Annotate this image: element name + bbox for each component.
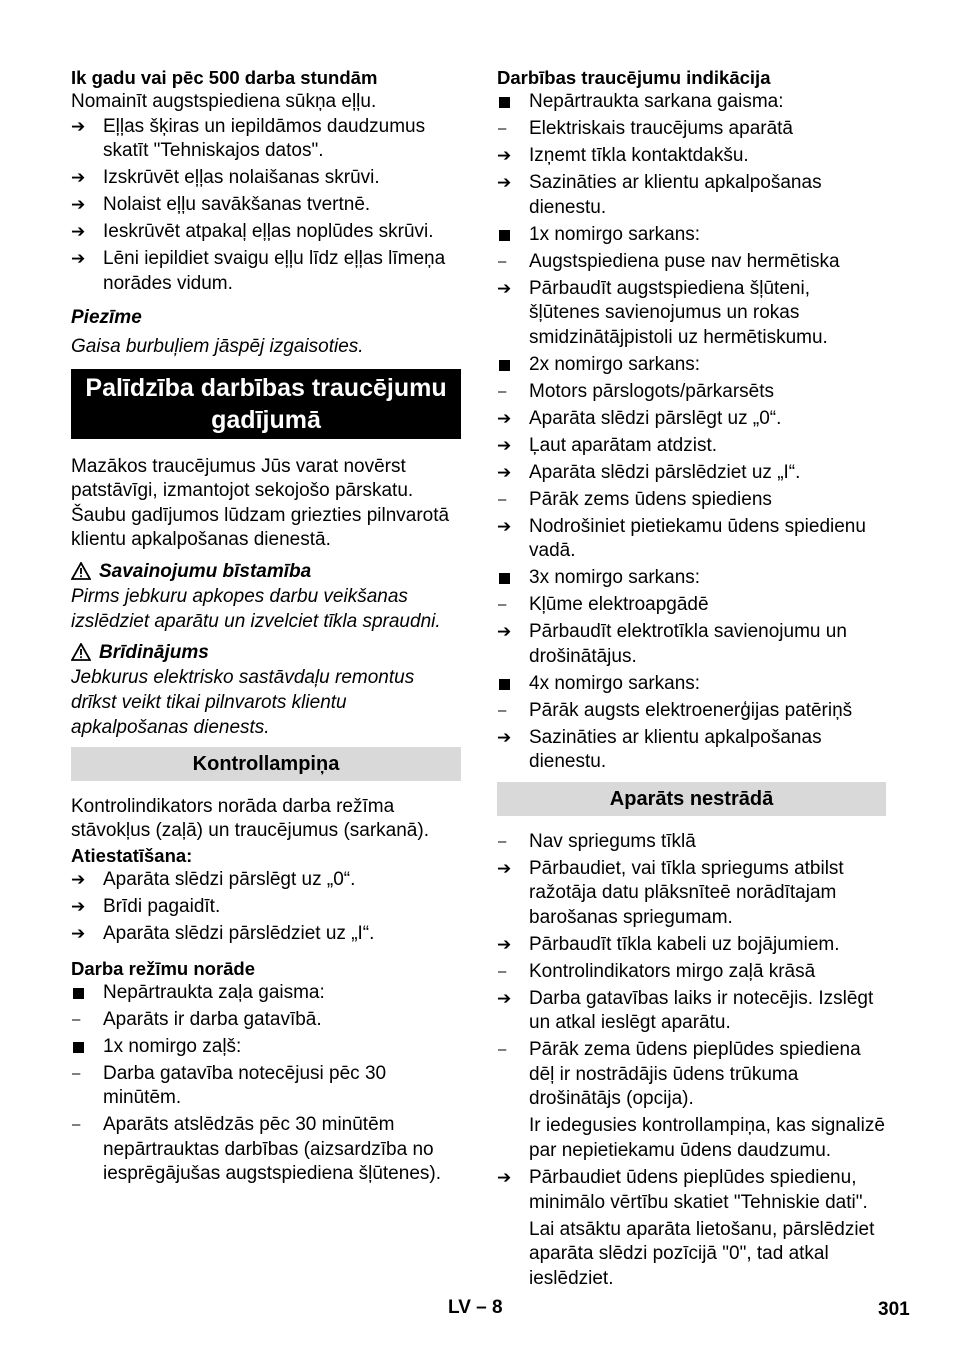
list-item: – Elektriskais traucējums aparātā (497, 117, 886, 142)
arrow-icon (497, 171, 529, 220)
dash-bullet-icon (497, 593, 529, 618)
list-item: ➔ Aparāta slēdzi pārslēgt uz „0“. (71, 868, 461, 893)
list-item: ➔ Darba gatavības laiks ir notecējis. Izslēgt un atkal ieslēgt aparātu. (497, 987, 886, 1036)
danger-text: Pirms jebkuru apkopes darbu veikšanas izslēdziet aparātu un izvelciet tīkla spraudni. (71, 585, 441, 632)
list-item: ➔ Izskrūvēt eļļas nolaišanas skrūvi. (71, 166, 461, 191)
oil-change-text: Nomainīt augstspiediena sūkņa eļļu. (71, 91, 377, 112)
list-item: 1x nomirgo zaļš: (71, 1035, 461, 1060)
list-item: – Kontrolindikators mirgo zaļā krāsā (497, 960, 886, 985)
list-item: ➔ Izņemt tīkla kontaktdakšu. (497, 144, 886, 169)
list-item: ➔ Pārbaudīt augstspiediena šļūteni, šļūtenes savienojumus un rokas smidzinātājpistoli uz hermētiskumu. (497, 277, 886, 351)
section-title: Palīdzība darbības traucējumu gadījumā (71, 369, 461, 439)
not-working-heading: Aparāts nestrādā (497, 782, 886, 816)
list-item: ➔ Eļļas šķiras un iepildāmos daudzumus skatīt "Tehniskajos datos". (71, 115, 461, 164)
arrow-icon (497, 277, 529, 351)
square-bullet-icon (497, 90, 529, 115)
reset-heading: Atiestatīšana: (71, 844, 193, 866)
square-bullet-icon (497, 353, 529, 378)
list-item: ➔ Brīdi pagaidīt. (71, 895, 461, 920)
arrow-icon (71, 895, 103, 920)
dash-bullet-icon (497, 960, 529, 985)
arrow-icon (497, 434, 529, 459)
arrow-icon (497, 1166, 529, 1215)
arrow-icon (497, 407, 529, 432)
fault-list (497, 90, 886, 775)
list-item: 3x nomirgo sarkans: (497, 566, 886, 591)
intro-text: Mazākos traucējumus Jūs varat novērst patstāvīgi, izmantojot sekojošo pārskatu. Šaubu gadījumos lūdzam griezties pilnvarotā klientu apkalpošanas dienestā. (71, 455, 450, 550)
fault-indication-heading: Darbības traucējumu indikācija (497, 67, 771, 88)
arrow-icon (71, 193, 103, 218)
dash-bullet-icon (497, 830, 529, 855)
list-item: 4x nomirgo sarkans: (497, 672, 886, 697)
list-item: ➔ Ieskrūvēt atpakaļ eļļas noplūdes skrūvi. (71, 220, 461, 245)
left-column (71, 66, 461, 1189)
lamp-heading: Kontrollampiņa (71, 747, 461, 781)
list-item: – Pārāk zema ūdens pieplūdes spiediena dēļ ir nostrādājis ūdens trūkuma drošinātājs (opcija). (497, 1038, 886, 1112)
arrow-icon (497, 144, 529, 169)
arrow-icon (71, 115, 103, 164)
list-item: – Aparāts ir darba gatavībā. (71, 1008, 461, 1033)
note-heading: Piezīme (71, 306, 142, 328)
list-item: ➔ Sazināties ar klientu apkalpošanas dienestu. (497, 171, 886, 220)
dash-bullet-icon (497, 488, 529, 513)
list-item: – Darba gatavība notecējusi pēc 30 minūtēm. (71, 1062, 461, 1111)
arrow-icon (497, 933, 529, 958)
square-bullet-icon (497, 672, 529, 697)
danger-heading: Savainojumu bīstamība (71, 559, 461, 584)
square-bullet-icon (497, 223, 529, 248)
list-item: – Pārāk augsts elektroenerģijas patēriņš (497, 699, 886, 724)
list-item: ➔ Lēni iepildiet svaigu eļļu līdz eļļas līmeņa norādes vidum. (71, 247, 461, 296)
list-item: ➔ Aparāta slēdzi pārslēgt uz „0“. (497, 407, 886, 432)
footer-language: LV – 8 (448, 1297, 503, 1318)
list-item: – Nav spriegums tīklā (497, 830, 886, 855)
list-item: 2x nomirgo sarkans: (497, 353, 886, 378)
list-item: ➔ Pārbaudīt elektrotīkla savienojumu un drošinātājus. (497, 620, 886, 669)
arrow-icon (497, 987, 529, 1036)
list-item: – Kļūme elektroapgādē (497, 593, 886, 618)
arrow-icon (497, 726, 529, 775)
list-item: ➔ Aparāta slēdzi pārslēdziet uz „I“. (71, 922, 461, 947)
square-bullet-icon (497, 566, 529, 591)
note-text: Gaisa burbuļiem jāspēj izgaisoties. (71, 335, 364, 357)
dash-bullet-icon (71, 1008, 103, 1033)
warning-triangle-icon (71, 562, 91, 580)
arrow-icon (71, 922, 103, 947)
right-column (497, 66, 886, 1294)
list-item: ➔ Ļaut aparātam atdzist. (497, 434, 886, 459)
dash-bullet-icon (71, 1062, 103, 1111)
arrow-icon (497, 515, 529, 564)
list-item: Nepārtraukta sarkana gaisma: (497, 90, 886, 115)
lamp-text: Kontrolindikators norāda darba režīma stāvokļus (zaļā) un traucējumus (sarkanā). (71, 795, 429, 841)
modes-heading: Darba režīmu norāde (71, 957, 256, 979)
square-bullet-icon (71, 981, 103, 1006)
dash-bullet-icon (71, 1113, 103, 1187)
arrow-icon (71, 247, 103, 296)
indented-text: Lai atsāktu aparāta lietošanu, pārslēdziet aparāta slēdzi pozīcijā "0", tad atkal ieslēdziet. (529, 1218, 875, 1289)
list-item: ➔ Pārbaudīt tīkla kabeli uz bojājumiem. (497, 933, 886, 958)
arrow-icon (497, 620, 529, 669)
list-item: ➔ Sazināties ar klientu apkalpošanas dienestu. (497, 726, 886, 775)
warning-triangle-icon (71, 643, 91, 661)
dash-bullet-icon (497, 117, 529, 142)
warning-text: Jebkurus elektrisko sastāvdaļu remontus drīkst veikt tikai pilnvarots klientu apkalpošanas dienests. (71, 666, 415, 738)
list-item: 1x nomirgo sarkans: (497, 223, 886, 248)
annual-maintenance-heading: Ik gadu vai pēc 500 darba stundām (71, 67, 378, 88)
list-item: ➔ Pārbaudiet, vai tīkla spriegums atbilst ražotāja datu plāksnīteē norādītajam barošanas spriegumam. (497, 857, 886, 931)
dash-bullet-icon (497, 380, 529, 405)
list-item: Nepārtraukta zaļa gaisma: (71, 981, 461, 1006)
not-working-list (497, 830, 886, 1112)
square-bullet-icon (71, 1035, 103, 1060)
list-item: – Motors pārslogots/pārkarsēts (497, 380, 886, 405)
list-item: – Augstspiediena puse nav hermētiska (497, 250, 886, 275)
modes-list (71, 981, 461, 1187)
dash-bullet-icon (497, 250, 529, 275)
list-item: – Pārāk zems ūdens spiediens (497, 488, 886, 513)
list-item: ➔ Nolaist eļļu savākšanas tvertnē. (71, 193, 461, 218)
list-item: ➔ Nodrošiniet pietiekamu ūdens spiedienu vadā. (497, 515, 886, 564)
page-number: 301 (878, 1299, 910, 1320)
dash-bullet-icon (497, 699, 529, 724)
indented-text: Ir iedegusies kontrollampiņa, kas signalizē par nepietiekamu ūdens daudzumu. (529, 1115, 885, 1161)
warning-heading: Brīdinājums (71, 640, 461, 665)
list-item: ➔ Aparāta slēdzi pārslēdziet uz „I“. (497, 461, 886, 486)
arrow-icon (71, 166, 103, 191)
dash-bullet-icon (497, 1038, 529, 1112)
arrow-icon (497, 461, 529, 486)
arrow-icon (497, 857, 529, 931)
list-item: – Aparāts atslēdzās pēc 30 minūtēm nepārtrauktas darbības (aizsardzība no iesprēgājušas augstspiediena šļūtenes). (71, 1113, 461, 1187)
list-item: ➔ Pārbaudiet ūdens pieplūdes spiedienu, minimālo vērtību skatiet "Tehniskie dati". (497, 1166, 886, 1215)
arrow-icon (71, 868, 103, 893)
arrow-icon (71, 220, 103, 245)
